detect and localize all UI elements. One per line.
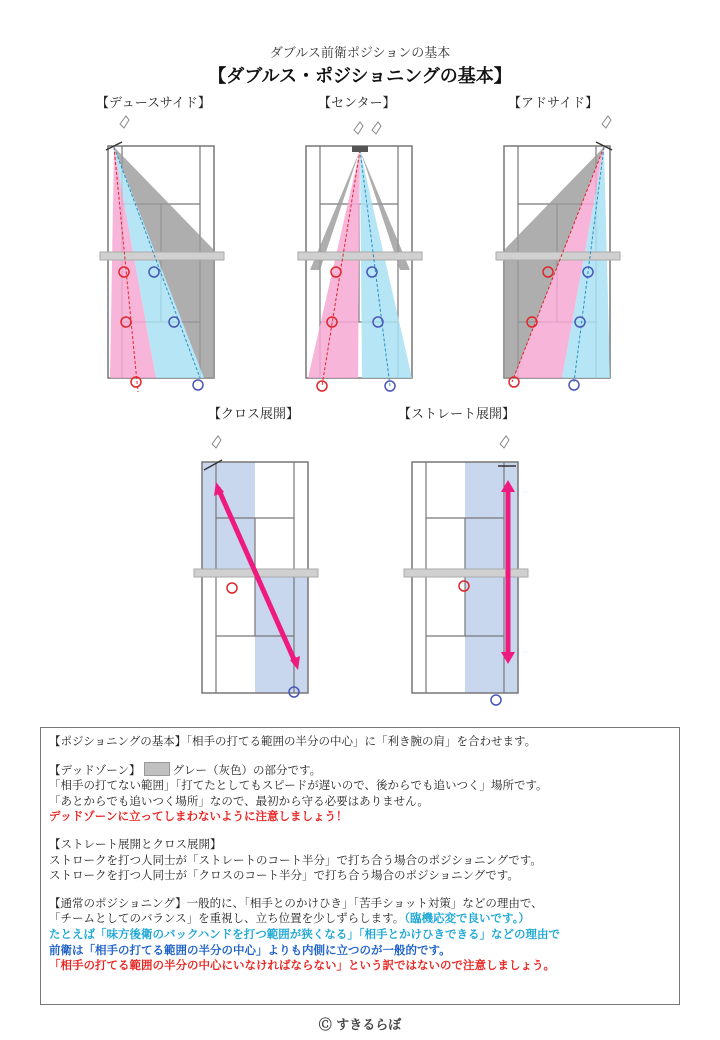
straight-label: 【ストレート展開】 <box>398 407 516 422</box>
red-player <box>227 583 237 593</box>
dead-zone-head: 【デッドゾーン】 <box>49 762 141 777</box>
dead-zone-warning: デッドゾーンに立ってしまわないように注意しましょう！ <box>49 809 348 824</box>
dead-zone-desc: 「あとからでも追いつく場所」なので、最初から守る必要はありません。 <box>49 793 429 808</box>
normal-line-text: 「チームとしてのバランス」を重視し、立ち位置を少しずらします。 <box>49 911 405 926</box>
blue-player <box>491 695 501 705</box>
normal-general: 前衛は「相手の打てる範囲の半分の中心」よりも内側に立つのが一般的です。 <box>49 942 451 957</box>
net <box>298 252 422 260</box>
normal-line-note: （臨機応変で良いです。） <box>404 911 530 926</box>
deuce-side-court <box>96 110 236 400</box>
net <box>100 252 224 260</box>
page-subtitle: ダブルス前衛ポジションの基本 <box>269 46 451 61</box>
dead-zone-tail: グレー（灰色）の部分です。 <box>172 762 322 777</box>
ad-side-court <box>492 110 632 400</box>
notes-box <box>40 727 680 1005</box>
cross-label: 【クロス展開】 <box>208 407 300 422</box>
net <box>496 252 620 260</box>
tactics-line: ストロークを打つ人同士が「ストレートのコート半分」で打ち合う場合のポジショニングです。 <box>49 852 542 867</box>
page-title: 【ダブルス・ポジショニングの基本】 <box>208 66 512 87</box>
gray-swatch <box>144 762 170 776</box>
tactics-head: 【ストレート展開とクロス展開】 <box>49 836 222 851</box>
normal-warning: 「相手の打てる範囲の半分の中心にいなければならない」という訳ではないので注意しましょう。 <box>49 958 555 973</box>
cross-rally-court <box>190 430 330 720</box>
normal-line: 【通常のポジショニング】一般的に、「相手とのかけひき」「苦手ショット対策」などの理由で、 <box>49 895 543 910</box>
deuce-side-label: 【デュースサイド】 <box>96 96 211 111</box>
center-label: 【センター】 <box>318 96 396 111</box>
ad-side-label: 【アドサイド】 <box>508 96 599 111</box>
dead-zone-line <box>49 762 671 779</box>
blue-player <box>193 380 203 390</box>
straight-rally-court <box>400 430 540 720</box>
positioning-basic: 【ポジショニングの基本】「相手の打てる範囲の半分の中心」に「利き腕の肩」を合わせます。 <box>49 734 537 748</box>
dead-zone-desc: 「相手の打てない範囲」「打てたとしてもスピードが遅いので、後からでも追いつく」場所です。 <box>49 778 548 793</box>
center-court <box>294 110 434 400</box>
credit: Ⓒ すきるらぼ <box>318 1018 402 1033</box>
normal-example: たとえば「味方後衛のバックハンドを打つ範囲が狭くなる」「相手とかけひきできる」などの理由で <box>49 926 561 941</box>
normal-line <box>49 911 671 927</box>
tactics-line: ストロークを打つ人同士が「クロスのコート半分」で打ち合う場合のポジショニングです。 <box>49 868 519 883</box>
